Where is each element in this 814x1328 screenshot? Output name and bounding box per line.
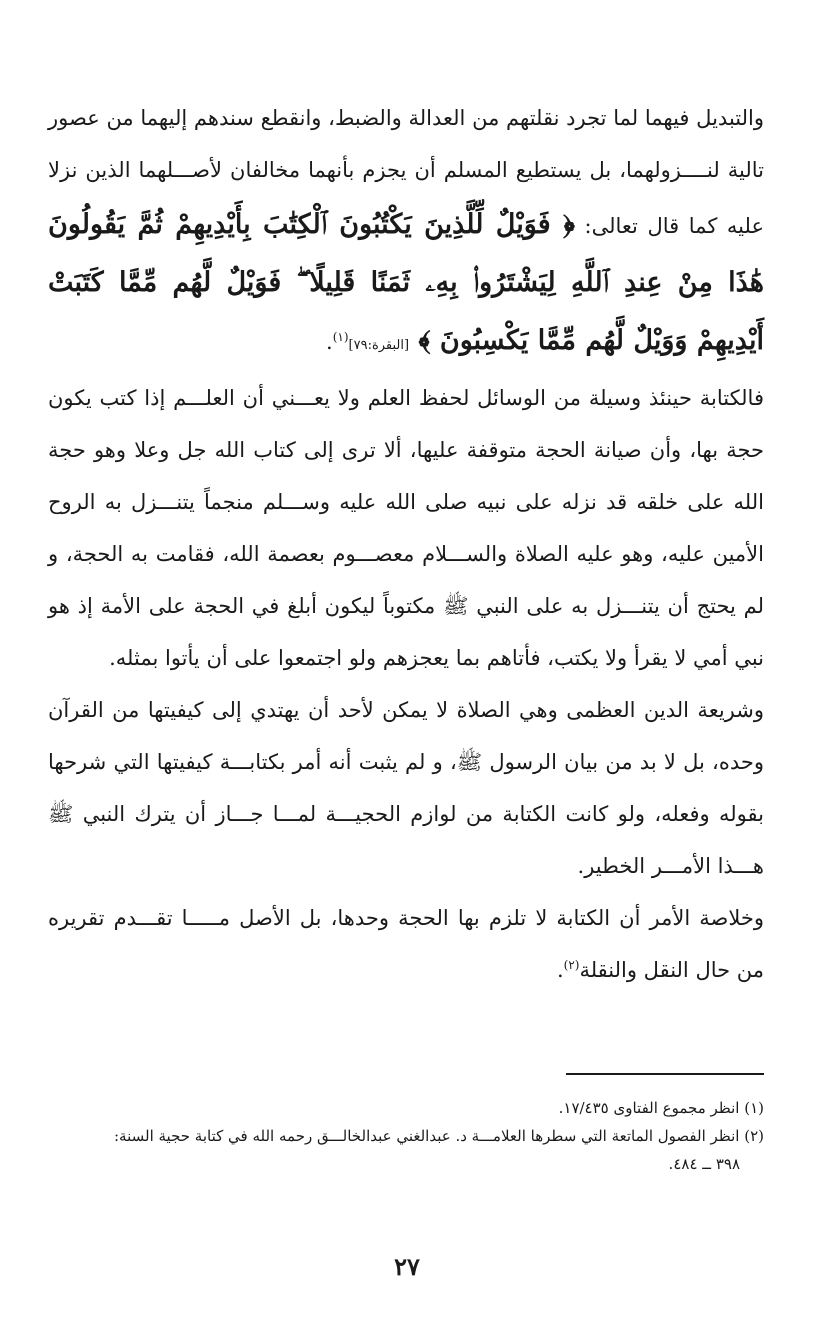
paragraph-4-text: وخلاصة الأمر أن الكتابة لا تلزم بها الحجة وحدها، بل الأصل مـــــا تقـــدم تقريره من حال النقل والنقلة: [48, 906, 764, 982]
paragraph-1-end: .: [326, 330, 333, 354]
paragraph-1-text: والتبديل فيهما لما تجرد نقلتهم من العدالة والضبط، وانقطع سندهم إليهما من عصور تالية لنــــزولهما، بل يستطيع المسلم أن يجزم بأنهما مخالفان لأصـــلهما الذين نزلا عليه كما قال تعالى:: [48, 106, 764, 238]
footnote-2-continuation: ٣٩٨ ــ ٤٨٤.: [668, 1155, 740, 1173]
paragraph-4: [48, 892, 764, 996]
paragraph-1: [48, 92, 764, 372]
quran-open-bracket: ﴿: [562, 209, 575, 240]
quran-close-bracket: ﴾: [418, 325, 431, 356]
footnote-2: (٢) انظر الفصول الماتعة التي سطرها العلامـــة د. عبدالغني عبدالخالـــق رحمه الله في كتابة حجية السنة:: [114, 1127, 764, 1145]
footnote-separator: [566, 1073, 764, 1075]
paragraph-2: فالكتابة حينئذ وسيلة من الوسائل لحفظ العلم ولا يعـــني أن العلـــم إذا كتب يكون حجة بها، وأن صيانة الحجة متوقفة عليها، ألا ترى إلى كتاب الله جل وعلا وهو حجة الله على خلقه قد نزله على نبيه صلى الله عليه وســـلم منجماً يتنـــزل به الروح الأمين عليه، وهو عليه الصلاة والســـلام معصـــوم بعصمة الله، فقامت به الحجة، و لم يحتج أن يتنـــزل به على النبي ﷺ مكتوباً ليكون أبلغ في الحجة على الأمة إذ هو نبي أمي لا يقرأ ولا يكتب، فأتاهم بما يعجزهم ولو اجتمعوا على أن يأتوا بمثله.: [48, 386, 764, 670]
page-body: [48, 92, 764, 996]
quran-verse-text: فَوَيْلٌ لِّلَّذِينَ يَكْتُبُونَ ٱلْكِتَٰبَ بِأَيْدِيهِمْ ثُمَّ يَقُولُونَ هَٰذَا مِنْ عِندِ ٱللَّهِ لِيَشْتَرُوا۟ بِهِۦ ثَمَنًا قَلِيلًا ۖ فَوَيْلٌ لَّهُم مِّمَّا كَتَبَتْ أَيْدِيهِمْ وَوَيْلٌ لَّهُم مِّمَّا يَكْسِبُونَ: [48, 209, 764, 356]
paragraph-3: وشريعة الدين العظمى وهي الصلاة لا يمكن لأحد أن يهتدي إلى كيفيتها من القرآن وحده، بل لا بد من بيان الرسول ﷺ، و لم يثبت أنه أمر بكتابـــة كيفيتها التي شرحها بقوله وفعله، ولو كانت الكتابة من لوازم الحجيـــة لمـــا جـــاز أن يترك النبي ﷺ هـــذا الأمـــر الخطير.: [48, 698, 764, 878]
footnote-marker-2[interactable]: (٢): [563, 958, 580, 972]
paragraph-4-end: .: [556, 958, 564, 982]
quran-reference: [البقرة:٧٩]: [348, 338, 410, 353]
page-number: ٢٧: [394, 1252, 420, 1281]
footnote-1: (١) انظر مجموع الفتاوى ١٧/٤٣٥.: [558, 1099, 764, 1117]
footnote-marker-1[interactable]: (١): [332, 330, 349, 344]
footnotes: [48, 1094, 764, 1178]
